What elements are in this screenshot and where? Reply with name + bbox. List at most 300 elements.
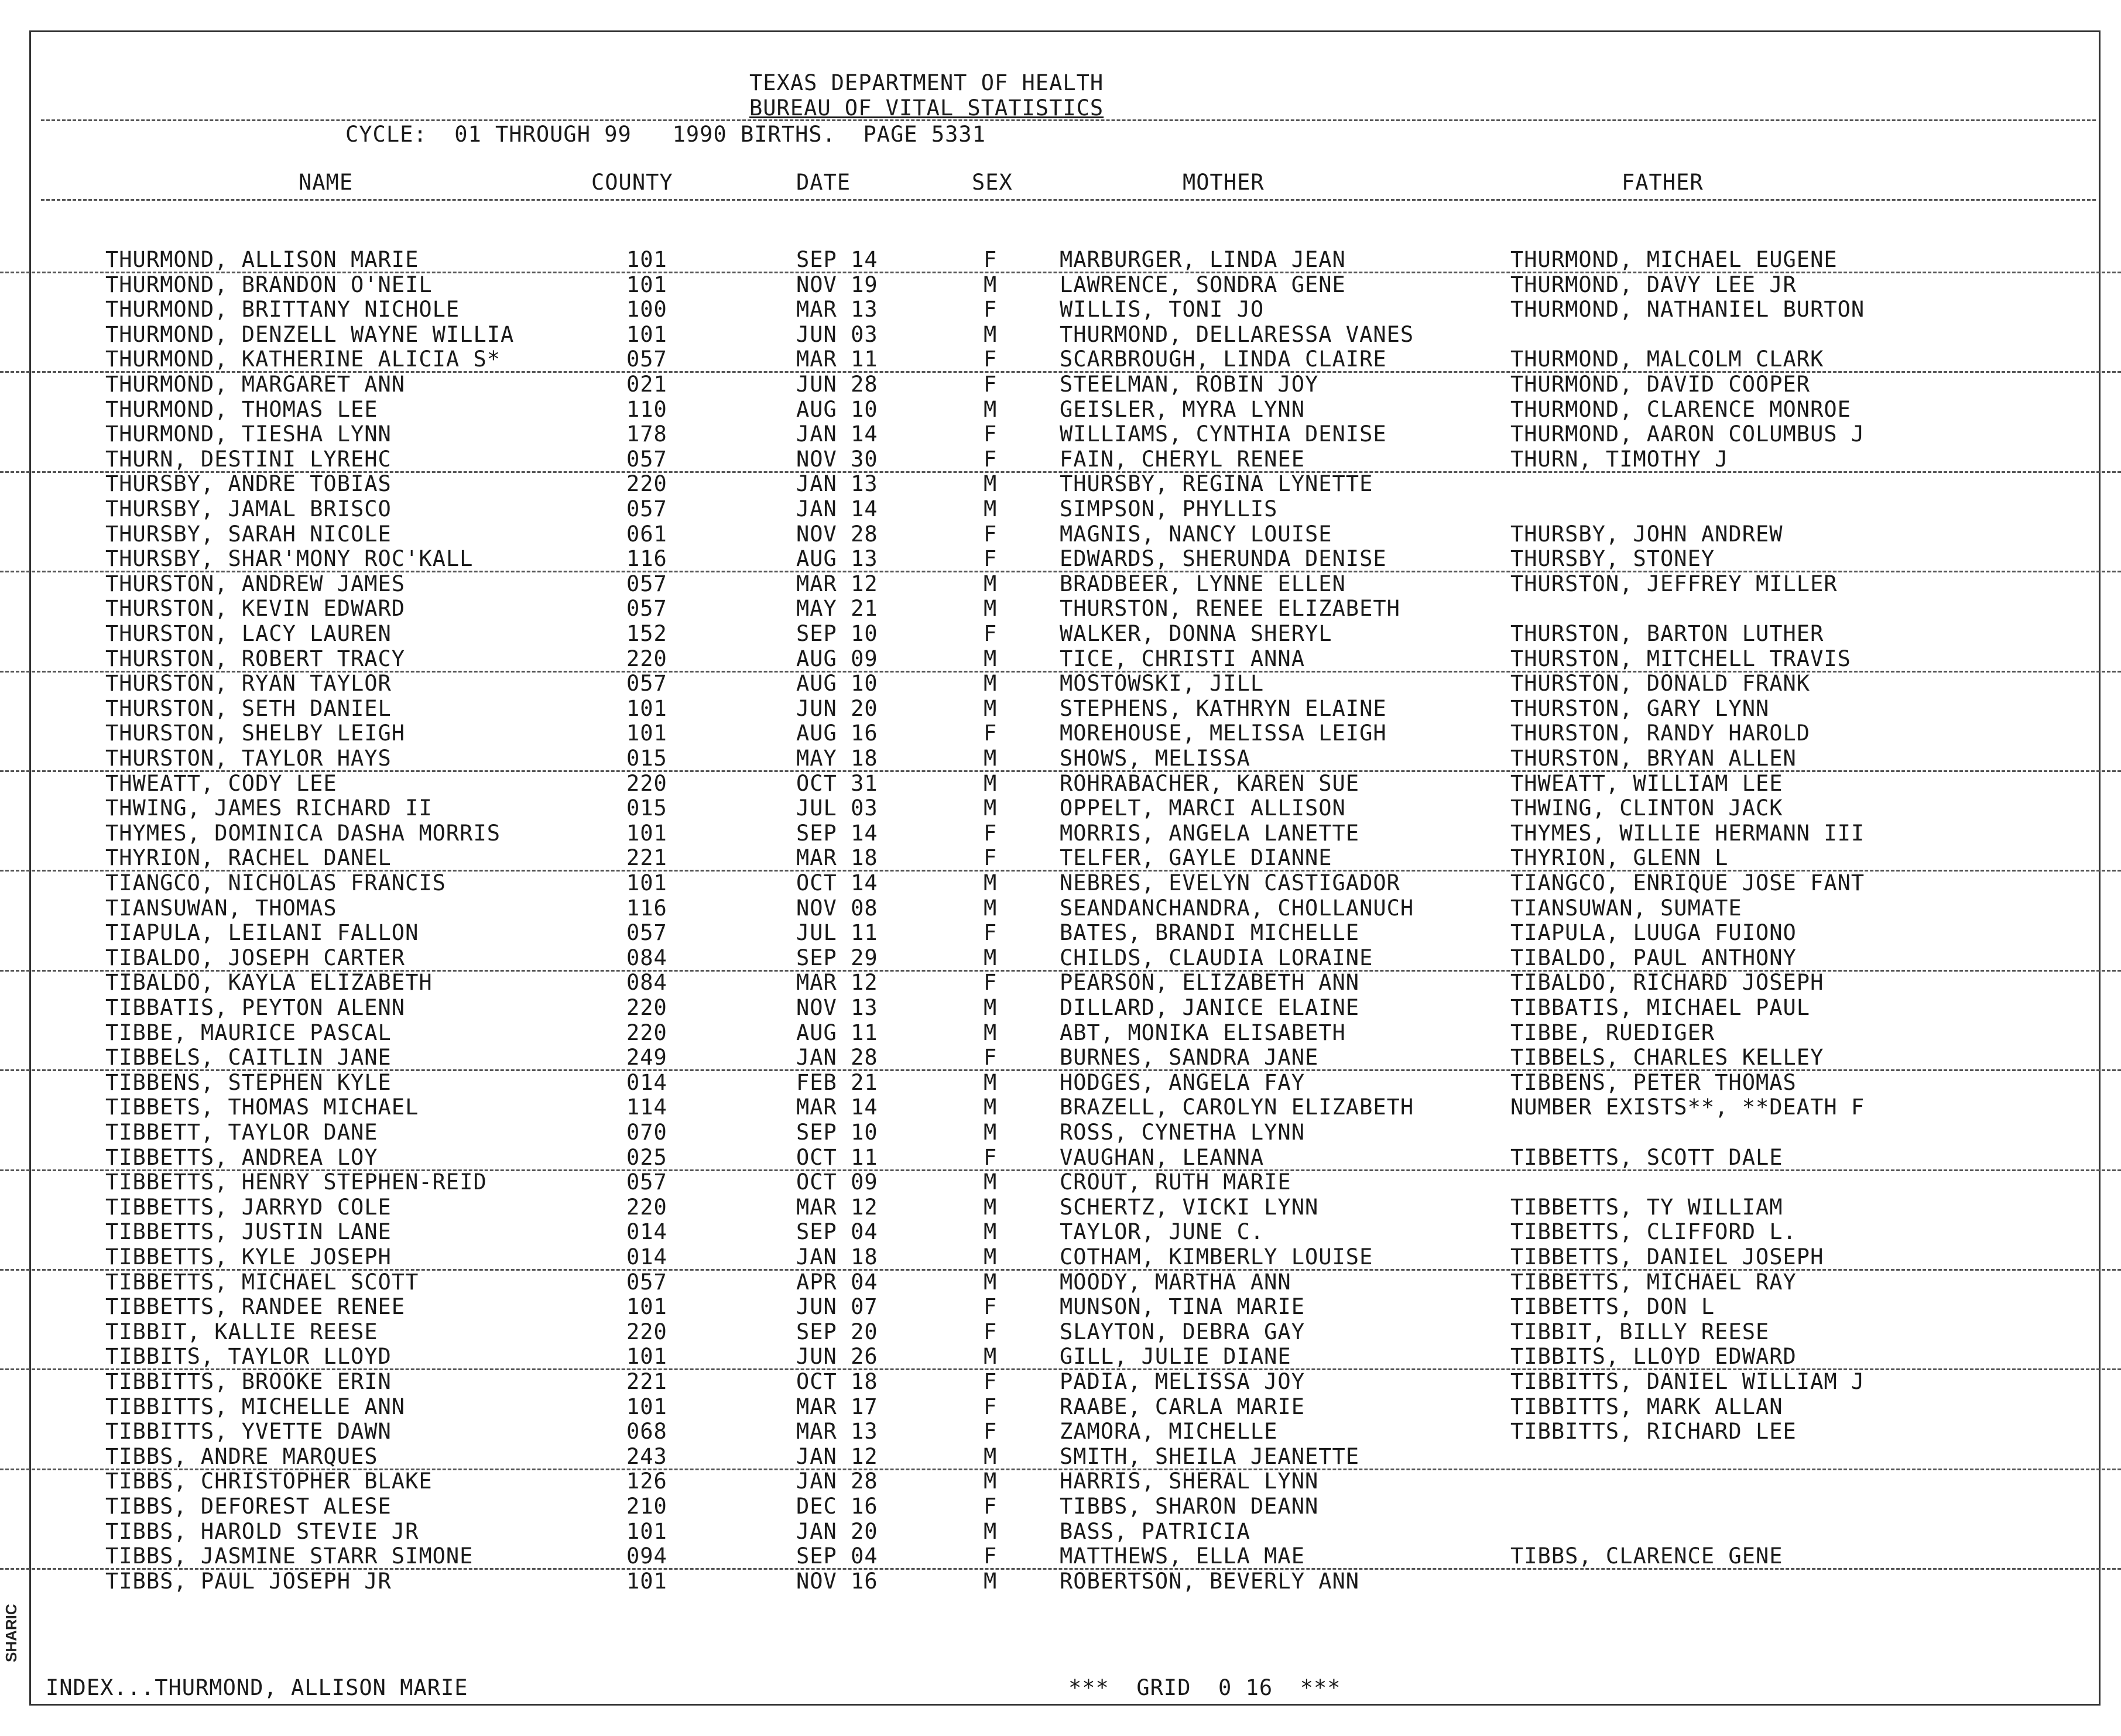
cell-date: JUN 26 [796, 1344, 878, 1370]
cell-sex: F [984, 1144, 998, 1170]
cell-mother: PADIA, MELISSA JOY [1060, 1369, 1305, 1394]
cell-sex: M [984, 1269, 998, 1295]
cell-father: TIAPULA, LUUGA FUIONO [1510, 920, 1797, 946]
table-row [0, 421, 2121, 446]
cell-date: SEP 20 [796, 1319, 878, 1344]
cell-sex: F [984, 521, 998, 547]
cell-sex: F [984, 297, 998, 323]
cell-father: THYRION, GLENN L [1510, 845, 1729, 871]
cell-date: AUG 16 [796, 721, 878, 746]
cell-county: 101 [626, 695, 667, 721]
cell-father: TIBBITTS, RICHARD LEE [1510, 1419, 1797, 1445]
cell-date: JAN 18 [796, 1244, 878, 1270]
cell-county: 110 [626, 396, 667, 422]
table-row [0, 795, 2121, 820]
cell-father: THURSTON, BRYAN ALLEN [1510, 746, 1797, 771]
cell-date: SEP 10 [796, 1120, 878, 1145]
cell-county: 101 [626, 1294, 667, 1320]
cell-father: THURMOND, DAVID COOPER [1510, 372, 1811, 397]
cell-date: SEP 14 [796, 820, 878, 846]
cell-sex: M [984, 1219, 998, 1245]
cell-name: TIBBITTS, MICHELLE ANN [105, 1394, 406, 1419]
cell-county: 243 [626, 1443, 667, 1469]
table-row [0, 671, 2121, 695]
table-row [0, 571, 2121, 596]
cell-name: TIBBITTS, BROOKE ERIN [105, 1369, 392, 1394]
cell-county: 101 [626, 1344, 667, 1370]
cell-county: 221 [626, 1369, 667, 1394]
cell-father: NUMBER EXISTS**, **DEATH F [1510, 1095, 1865, 1120]
cell-county: 057 [626, 596, 667, 622]
cell-county: 101 [626, 820, 667, 846]
cell-name: TIBBETT, TAYLOR DANE [105, 1120, 378, 1145]
cell-county: 057 [626, 671, 667, 697]
cell-father: THURSBY, JOHN ANDREW [1510, 521, 1783, 547]
cell-date: JAN 14 [796, 496, 878, 522]
cell-date: NOV 08 [796, 895, 878, 921]
cell-father: THURSTON, GARY LYNN [1510, 695, 1770, 721]
cell-mother: TELFER, GAYLE DIANNE [1060, 845, 1332, 871]
cell-county: 014 [626, 1069, 667, 1095]
cell-name: TIBALDO, KAYLA ELIZABETH [105, 970, 433, 996]
column-header-date: DATE [796, 170, 851, 195]
cell-father: TIBBETTS, MICHAEL RAY [1510, 1269, 1797, 1295]
cell-county: 220 [626, 1319, 667, 1344]
cell-name: TIBBS, JASMINE STARR SIMONE [105, 1543, 474, 1569]
cell-mother: MOSTOWSKI, JILL [1060, 671, 1265, 697]
cell-name: TIBBETTS, JUSTIN LANE [105, 1219, 392, 1245]
cell-father: TIBBS, CLARENCE GENE [1510, 1543, 1783, 1569]
cell-county: 116 [626, 546, 667, 572]
cell-father: THWEATT, WILLIAM LEE [1510, 770, 1783, 796]
header-divider [41, 119, 2096, 121]
cell-sex: F [984, 1494, 998, 1519]
cell-mother: MOREHOUSE, MELISSA LEIGH [1060, 721, 1387, 746]
cell-name: TIBBS, CHRISTOPHER BLAKE [105, 1469, 433, 1494]
cell-name: TIBBENS, STEPHEN KYLE [105, 1069, 392, 1095]
cell-name: THURSTON, ANDREW JAMES [105, 571, 406, 596]
cell-father: THURMOND, NATHANIEL BURTON [1510, 297, 1865, 323]
cell-father: TIBBETTS, CLIFFORD L. [1510, 1219, 1797, 1245]
cell-county: 101 [626, 1394, 667, 1419]
cell-name: TIBBITTS, YVETTE DAWN [105, 1419, 392, 1445]
cell-mother: NEBRES, EVELYN CASTIGADOR [1060, 870, 1400, 896]
cell-father: THURSTON, JEFFREY MILLER [1510, 571, 1838, 596]
table-row [0, 1569, 2121, 1593]
cell-county: 220 [626, 1194, 667, 1220]
cell-mother: WILLIS, TONI JO [1060, 297, 1265, 323]
cell-name: TIBBELS, CAITLIN JANE [105, 1045, 392, 1071]
cell-sex: M [984, 1244, 998, 1270]
cell-father: THWING, CLINTON JACK [1510, 795, 1783, 821]
table-row [0, 397, 2121, 421]
cell-date: JUN 07 [796, 1294, 878, 1320]
cell-sex: M [984, 396, 998, 422]
cell-name: THURMOND, MARGARET ANN [105, 372, 406, 397]
cell-date: MAY 18 [796, 746, 878, 771]
cell-mother: MORRIS, ANGELA LANETTE [1060, 820, 1360, 846]
cell-name: TIBBETTS, KYLE JOSEPH [105, 1244, 392, 1270]
cell-mother: MATTHEWS, ELLA MAE [1060, 1543, 1305, 1569]
header-subtitle: BUREAU OF VITAL STATISTICS [749, 95, 1104, 121]
column-header-divider [41, 199, 2096, 201]
cell-sex: M [984, 596, 998, 622]
cell-sex: M [984, 1169, 998, 1195]
table-row [0, 1244, 2121, 1271]
cell-county: 178 [626, 421, 667, 447]
cell-name: THURMOND, BRITTANY NICHOLE [105, 297, 460, 323]
cell-father: THURMOND, MALCOLM CLARK [1510, 346, 1824, 372]
cell-sex: M [984, 1344, 998, 1370]
cell-mother: FAIN, CHERYL RENEE [1060, 446, 1305, 472]
cell-father: THURMOND, MICHAEL EUGENE [1510, 247, 1838, 272]
cell-date: SEP 14 [796, 247, 878, 272]
cell-mother: STEPHENS, KATHRYN ELAINE [1060, 695, 1387, 721]
cell-mother: MUNSON, TINA MARIE [1060, 1294, 1305, 1320]
table-row [0, 1219, 2121, 1244]
cell-sex: M [984, 1020, 998, 1045]
cell-county: 084 [626, 945, 667, 970]
cell-sex: F [984, 346, 998, 372]
cell-sex: F [984, 446, 998, 472]
cell-father: TIBBETTS, DON L [1510, 1294, 1715, 1320]
cell-mother: BASS, PATRICIA [1060, 1518, 1250, 1544]
cell-county: 210 [626, 1494, 667, 1519]
cell-sex: M [984, 870, 998, 896]
cell-county: 015 [626, 746, 667, 771]
column-header-mother: MOTHER [1183, 170, 1265, 195]
cell-county: 084 [626, 970, 667, 996]
cell-county: 015 [626, 795, 667, 821]
cell-name: TIANSUWAN, THOMAS [105, 895, 337, 921]
cell-mother: ROBERTSON, BEVERLY ANN [1060, 1568, 1360, 1594]
cell-date: MAR 12 [796, 1194, 878, 1220]
cell-father: TIBBETTS, DANIEL JOSEPH [1510, 1244, 1824, 1270]
cell-name: TIBBETTS, JARRYD COLE [105, 1194, 392, 1220]
cell-name: TIBBETS, THOMAS MICHAEL [105, 1095, 419, 1120]
cell-name: THURSBY, JAMAL BRISCO [105, 496, 392, 522]
cell-date: MAR 12 [796, 970, 878, 996]
cell-name: THURSBY, SHAR'MONY ROC'KALL [105, 546, 474, 572]
cell-date: JUL 11 [796, 920, 878, 946]
cell-mother: GILL, JULIE DIANE [1060, 1344, 1291, 1370]
cell-date: MAY 21 [796, 596, 878, 622]
cell-sex: M [984, 1518, 998, 1544]
index-footer: INDEX...THURMOND, ALLISON MARIE [46, 1675, 468, 1700]
cell-sex: M [984, 746, 998, 771]
cell-sex: M [984, 795, 998, 821]
cell-father: TIBALDO, PAUL ANTHONY [1510, 945, 1797, 970]
cell-county: 101 [626, 247, 667, 272]
cell-sex: F [984, 1319, 998, 1344]
cell-mother: WALKER, DONNA SHERYL [1060, 621, 1332, 646]
cell-name: TIBBS, DEFOREST ALESE [105, 1494, 392, 1519]
table-row [0, 372, 2121, 396]
cell-father: TIBBETTS, TY WILLIAM [1510, 1194, 1783, 1220]
cell-date: JAN 28 [796, 1469, 878, 1494]
table-row [0, 447, 2121, 473]
cell-sex: F [984, 546, 998, 572]
cell-county: 152 [626, 621, 667, 646]
cell-sex: F [984, 1394, 998, 1419]
cell-name: THURMOND, THOMAS LEE [105, 396, 378, 422]
cell-name: THURSTON, TAYLOR HAYS [105, 746, 392, 771]
cell-father: TIANSUWAN, SUMATE [1510, 895, 1742, 921]
table-row [0, 1419, 2121, 1443]
cell-date: NOV 28 [796, 521, 878, 547]
cell-county: 101 [626, 321, 667, 347]
cell-county: 101 [626, 272, 667, 297]
cell-father: TIANGCO, ENRIQUE JOSE FANT [1510, 870, 1865, 896]
table-row [0, 1344, 2121, 1370]
cell-sex: F [984, 920, 998, 946]
cell-mother: BRAZELL, CAROLYN ELIZABETH [1060, 1095, 1414, 1120]
cell-mother: STEELMAN, ROBIN JOY [1060, 372, 1319, 397]
table-row [0, 1394, 2121, 1419]
cell-sex: F [984, 1045, 998, 1071]
cell-sex: M [984, 496, 998, 522]
cell-name: THYMES, DOMINICA DASHA MORRIS [105, 820, 501, 846]
cell-sex: F [984, 372, 998, 397]
cell-mother: SCHERTZ, VICKI LYNN [1060, 1194, 1319, 1220]
cell-mother: ROHRABACHER, KAREN SUE [1060, 770, 1360, 796]
table-row [0, 297, 2121, 321]
cell-date: SEP 10 [796, 621, 878, 646]
cell-mother: WILLIAMS, CYNTHIA DENISE [1060, 421, 1387, 447]
cell-mother: SLAYTON, DEBRA GAY [1060, 1319, 1305, 1344]
table-row [0, 1294, 2121, 1319]
cell-date: OCT 11 [796, 1144, 878, 1170]
cell-mother: THURSTON, RENEE ELIZABETH [1060, 596, 1400, 622]
table-row [0, 1444, 2121, 1470]
cell-name: THURSTON, SETH DANIEL [105, 695, 392, 721]
cell-name: THYRION, RACHEL DANEL [105, 845, 392, 871]
cell-name: THWING, JAMES RICHARD II [105, 795, 433, 821]
table-row [0, 346, 2121, 373]
cell-county: 101 [626, 1518, 667, 1544]
cell-county: 249 [626, 1045, 667, 1071]
cell-sex: F [984, 820, 998, 846]
cell-county: 094 [626, 1543, 667, 1569]
table-row [0, 1469, 2121, 1493]
cell-mother: THURMOND, DELLARESSA VANES [1060, 321, 1414, 347]
cell-county: 070 [626, 1120, 667, 1145]
cell-county: 101 [626, 870, 667, 896]
cell-date: SEP 04 [796, 1219, 878, 1245]
table-row [0, 1270, 2121, 1294]
cell-county: 116 [626, 895, 667, 921]
table-row [0, 1045, 2121, 1071]
cell-date: JUN 03 [796, 321, 878, 347]
cell-county: 057 [626, 1169, 667, 1195]
cell-mother: BRADBEER, LYNNE ELLEN [1060, 571, 1346, 596]
table-row [0, 621, 2121, 646]
cell-sex: F [984, 621, 998, 646]
cell-county: 101 [626, 721, 667, 746]
cell-date: JUN 28 [796, 372, 878, 397]
cell-date: JUN 20 [796, 695, 878, 721]
cell-mother: VAUGHAN, LEANNA [1060, 1144, 1265, 1170]
cell-father: THYMES, WILLIE HERMANN III [1510, 820, 1865, 846]
cell-county: 057 [626, 1269, 667, 1295]
table-row [0, 945, 2121, 972]
cell-father: TIBBELS, CHARLES KELLEY [1510, 1045, 1824, 1071]
cell-county: 068 [626, 1419, 667, 1445]
cell-mother: SCARBROUGH, LINDA CLAIRE [1060, 346, 1387, 372]
cell-sex: F [984, 721, 998, 746]
cell-date: MAR 13 [796, 297, 878, 323]
grid-footer: *** GRID 0 16 *** [1068, 1675, 1341, 1700]
cell-father: THURSTON, MITCHELL TRAVIS [1510, 646, 1851, 671]
cell-county: 220 [626, 995, 667, 1020]
cell-date: AUG 09 [796, 646, 878, 671]
cell-date: AUG 10 [796, 396, 878, 422]
cell-father: TIBBITTS, MARK ALLAN [1510, 1394, 1783, 1419]
cell-date: NOV 30 [796, 446, 878, 472]
cell-county: 021 [626, 372, 667, 397]
table-row [0, 920, 2121, 945]
table-row [0, 596, 2121, 620]
table-row [0, 1145, 2121, 1171]
cell-mother: EDWARDS, SHERUNDA DENISE [1060, 546, 1387, 572]
cell-mother: SHOWS, MELISSA [1060, 746, 1250, 771]
cell-name: THURSBY, ANDRE TOBIAS [105, 471, 392, 497]
cell-name: TIAPULA, LEILANI FALLON [105, 920, 419, 946]
table-row [0, 646, 2121, 673]
cell-county: 220 [626, 1020, 667, 1045]
table-row [0, 896, 2121, 920]
cell-date: APR 04 [796, 1269, 878, 1295]
cell-date: MAR 18 [796, 845, 878, 871]
cell-date: AUG 10 [796, 671, 878, 697]
cell-county: 057 [626, 571, 667, 596]
cell-sex: F [984, 1369, 998, 1394]
cell-mother: TAYLOR, JUNE C. [1060, 1219, 1265, 1245]
cell-sex: M [984, 770, 998, 796]
cell-name: TIBBS, PAUL JOSEPH JR [105, 1568, 392, 1594]
cell-name: TIBBE, MAURICE PASCAL [105, 1020, 392, 1045]
cell-date: JAN 12 [796, 1443, 878, 1469]
cell-mother: ZAMORA, MICHELLE [1060, 1419, 1278, 1445]
cell-sex: M [984, 1443, 998, 1469]
cell-county: 220 [626, 770, 667, 796]
cell-name: TIBBETTS, MICHAEL SCOTT [105, 1269, 419, 1295]
cell-date: DEC 16 [796, 1494, 878, 1519]
cell-father: TIBALDO, RICHARD JOSEPH [1510, 970, 1824, 996]
table-row [0, 1519, 2121, 1543]
cell-sex: M [984, 1120, 998, 1145]
cell-name: THURSBY, SARAH NICOLE [105, 521, 392, 547]
cell-date: OCT 31 [796, 770, 878, 796]
cell-sex: F [984, 1543, 998, 1569]
table-row [0, 272, 2121, 297]
cell-mother: HARRIS, SHERAL LYNN [1060, 1469, 1319, 1494]
cell-name: THURMOND, DENZELL WAYNE WILLIA [105, 321, 515, 347]
cell-date: SEP 29 [796, 945, 878, 970]
cell-father: TIBBATIS, MICHAEL PAUL [1510, 995, 1811, 1020]
cell-mother: PEARSON, ELIZABETH ANN [1060, 970, 1360, 996]
cell-mother: BURNES, SANDRA JANE [1060, 1045, 1319, 1071]
cell-sex: M [984, 895, 998, 921]
cell-mother: CHILDS, CLAUDIA LORAINE [1060, 945, 1373, 970]
cell-sex: M [984, 671, 998, 697]
cell-county: 025 [626, 1144, 667, 1170]
table-row [0, 1543, 2121, 1570]
cell-father: TIBBENS, PETER THOMAS [1510, 1069, 1797, 1095]
cell-date: OCT 14 [796, 870, 878, 896]
cell-sex: F [984, 421, 998, 447]
cell-date: AUG 13 [796, 546, 878, 572]
cell-sex: M [984, 646, 998, 671]
cell-date: NOV 19 [796, 272, 878, 297]
cell-date: SEP 04 [796, 1543, 878, 1569]
side-label: SHARIC [2, 1604, 20, 1662]
cell-mother: DILLARD, JANICE ELAINE [1060, 995, 1360, 1020]
cell-sex: M [984, 695, 998, 721]
table-row [0, 247, 2121, 273]
cell-date: NOV 13 [796, 995, 878, 1020]
cell-sex: F [984, 1419, 998, 1445]
cell-sex: M [984, 1069, 998, 1095]
table-row [0, 995, 2121, 1020]
cell-name: THWEATT, CODY LEE [105, 770, 337, 796]
table-row [0, 471, 2121, 496]
cell-date: JAN 14 [796, 421, 878, 447]
cell-mother: MARBURGER, LINDA JEAN [1060, 247, 1346, 272]
cell-father: THURSTON, BARTON LUTHER [1510, 621, 1824, 646]
cell-father: THURSTON, DONALD FRANK [1510, 671, 1811, 697]
cell-county: 221 [626, 845, 667, 871]
cell-mother: COTHAM, KIMBERLY LOUISE [1060, 1244, 1373, 1270]
cell-father: THURSTON, RANDY HAROLD [1510, 721, 1811, 746]
cell-father: THURMOND, DAVY LEE JR [1510, 272, 1797, 297]
cell-sex: M [984, 1095, 998, 1120]
cell-name: TIBALDO, JOSEPH CARTER [105, 945, 406, 970]
cell-name: THURSTON, KEVIN EDWARD [105, 596, 406, 622]
cell-mother: BATES, BRANDI MICHELLE [1060, 920, 1360, 946]
cell-county: 126 [626, 1469, 667, 1494]
cell-sex: M [984, 571, 998, 596]
cell-county: 057 [626, 920, 667, 946]
cell-mother: TICE, CHRISTI ANNA [1060, 646, 1305, 671]
cell-name: TIBBETTS, ANDREA LOY [105, 1144, 378, 1170]
cell-county: 101 [626, 1568, 667, 1594]
table-row [0, 1169, 2121, 1194]
table-row [0, 1095, 2121, 1119]
column-header-county: COUNTY [591, 170, 673, 195]
cell-mother: SMITH, SHEILA JEANETTE [1060, 1443, 1360, 1469]
cell-date: JAN 20 [796, 1518, 878, 1544]
cell-sex: F [984, 845, 998, 871]
table-row [0, 771, 2121, 795]
cell-name: THURSTON, RYAN TAYLOR [105, 671, 392, 697]
table-row [0, 746, 2121, 772]
table-row [0, 496, 2121, 521]
cell-sex: F [984, 247, 998, 272]
cell-date: MAR 12 [796, 571, 878, 596]
cell-county: 220 [626, 471, 667, 497]
cell-name: TIBBS, ANDRE MARQUES [105, 1443, 378, 1469]
cell-name: TIBBETTS, RANDEE RENEE [105, 1294, 406, 1320]
cell-sex: F [984, 970, 998, 996]
cell-name: TIANGCO, NICHOLAS FRANCIS [105, 870, 446, 896]
cell-date: NOV 16 [796, 1568, 878, 1594]
cell-father: THURSBY, STONEY [1510, 546, 1715, 572]
cell-sex: M [984, 471, 998, 497]
cell-mother: GEISLER, MYRA LYNN [1060, 396, 1305, 422]
cell-date: MAR 17 [796, 1394, 878, 1419]
table-row [0, 696, 2121, 721]
